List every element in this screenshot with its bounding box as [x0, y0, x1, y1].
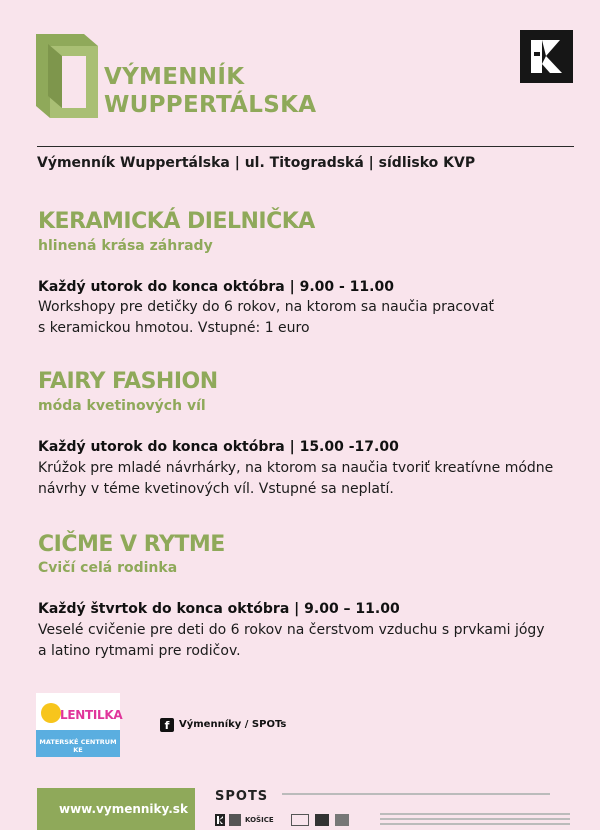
sponsor-logo — [291, 814, 309, 826]
smiley-icon — [41, 703, 61, 723]
sponsor-logo — [229, 814, 241, 826]
website-link[interactable]: www.vymenniky.sk — [59, 802, 188, 816]
kosice-k-logo-icon — [520, 30, 573, 83]
logo-text-line2: WUPPERTÁLSKA — [104, 92, 317, 118]
kosice-logo: KOŠICE — [245, 816, 274, 824]
fine-print — [282, 792, 552, 798]
vymennik-logo-icon — [36, 34, 98, 118]
spots-logo: SPOTS — [215, 789, 269, 804]
event-subtitle: Cvičí celá rodinka — [38, 560, 178, 576]
venue-address: Výmenník Wuppertálska | ul. Titogradská | sídlisko KVP — [37, 155, 476, 171]
event-description-line: Krúžok pre mladé návrhárky, na ktorom sa naučia tvoriť kreatívne módne — [38, 460, 554, 476]
header-divider — [37, 146, 574, 147]
facebook-icon[interactable]: f — [160, 718, 174, 732]
event-description — [38, 297, 578, 339]
sponsor-logo — [335, 814, 349, 826]
event-subtitle: hlinená krása záhrady — [38, 238, 213, 254]
event-description-line: Veselé cvičenie pre deti do 6 rokov na čerstvom vzduchu s prvkami jógy — [38, 622, 545, 638]
event-description — [38, 458, 578, 500]
event-description-line: Workshopy pre detičky do 6 rokov, na ktorom sa naučia pracovať — [38, 299, 495, 315]
event-title: KERAMICKÁ DIELNIČKA — [38, 209, 315, 234]
sponsor-fine-print — [380, 812, 572, 830]
event-title: FAIRY FASHION — [38, 369, 218, 394]
event-schedule: Každý utorok do konca októbra | 15.00 -17.00 — [38, 439, 399, 455]
event-schedule: Každý štvrtok do konca októbra | 9.00 – 11.00 — [38, 601, 400, 617]
event-subtitle: móda kvetinových víl — [38, 398, 206, 414]
sponsor-logo — [315, 814, 329, 826]
facebook-label[interactable]: Výmenníky / SPOTs — [179, 719, 287, 730]
event-schedule: Každý utorok do konca októbra | 9.00 - 11.00 — [38, 279, 394, 295]
event-title: CIČME V RYTME — [38, 532, 225, 557]
lentilka-logo — [36, 693, 123, 757]
k-logo-small-icon — [215, 814, 225, 826]
lentilka-subtitle: MATERSKÉ CENTRUM KE — [39, 738, 117, 754]
event-description-line: a latino rytmami pre rodičov. — [38, 643, 241, 659]
event-description-line: s keramickou hmotou. Vstupné: 1 euro — [38, 320, 310, 336]
lentilka-name: LENTILKA — [60, 708, 123, 722]
event-description — [38, 620, 578, 662]
logo-text-line1: VÝMENNÍK — [104, 64, 245, 90]
event-description-line: návrhy v téme kvetinových víl. Vstupné sa neplatí. — [38, 481, 394, 497]
website-banner[interactable] — [37, 788, 195, 830]
sponsor-logos — [215, 814, 355, 828]
